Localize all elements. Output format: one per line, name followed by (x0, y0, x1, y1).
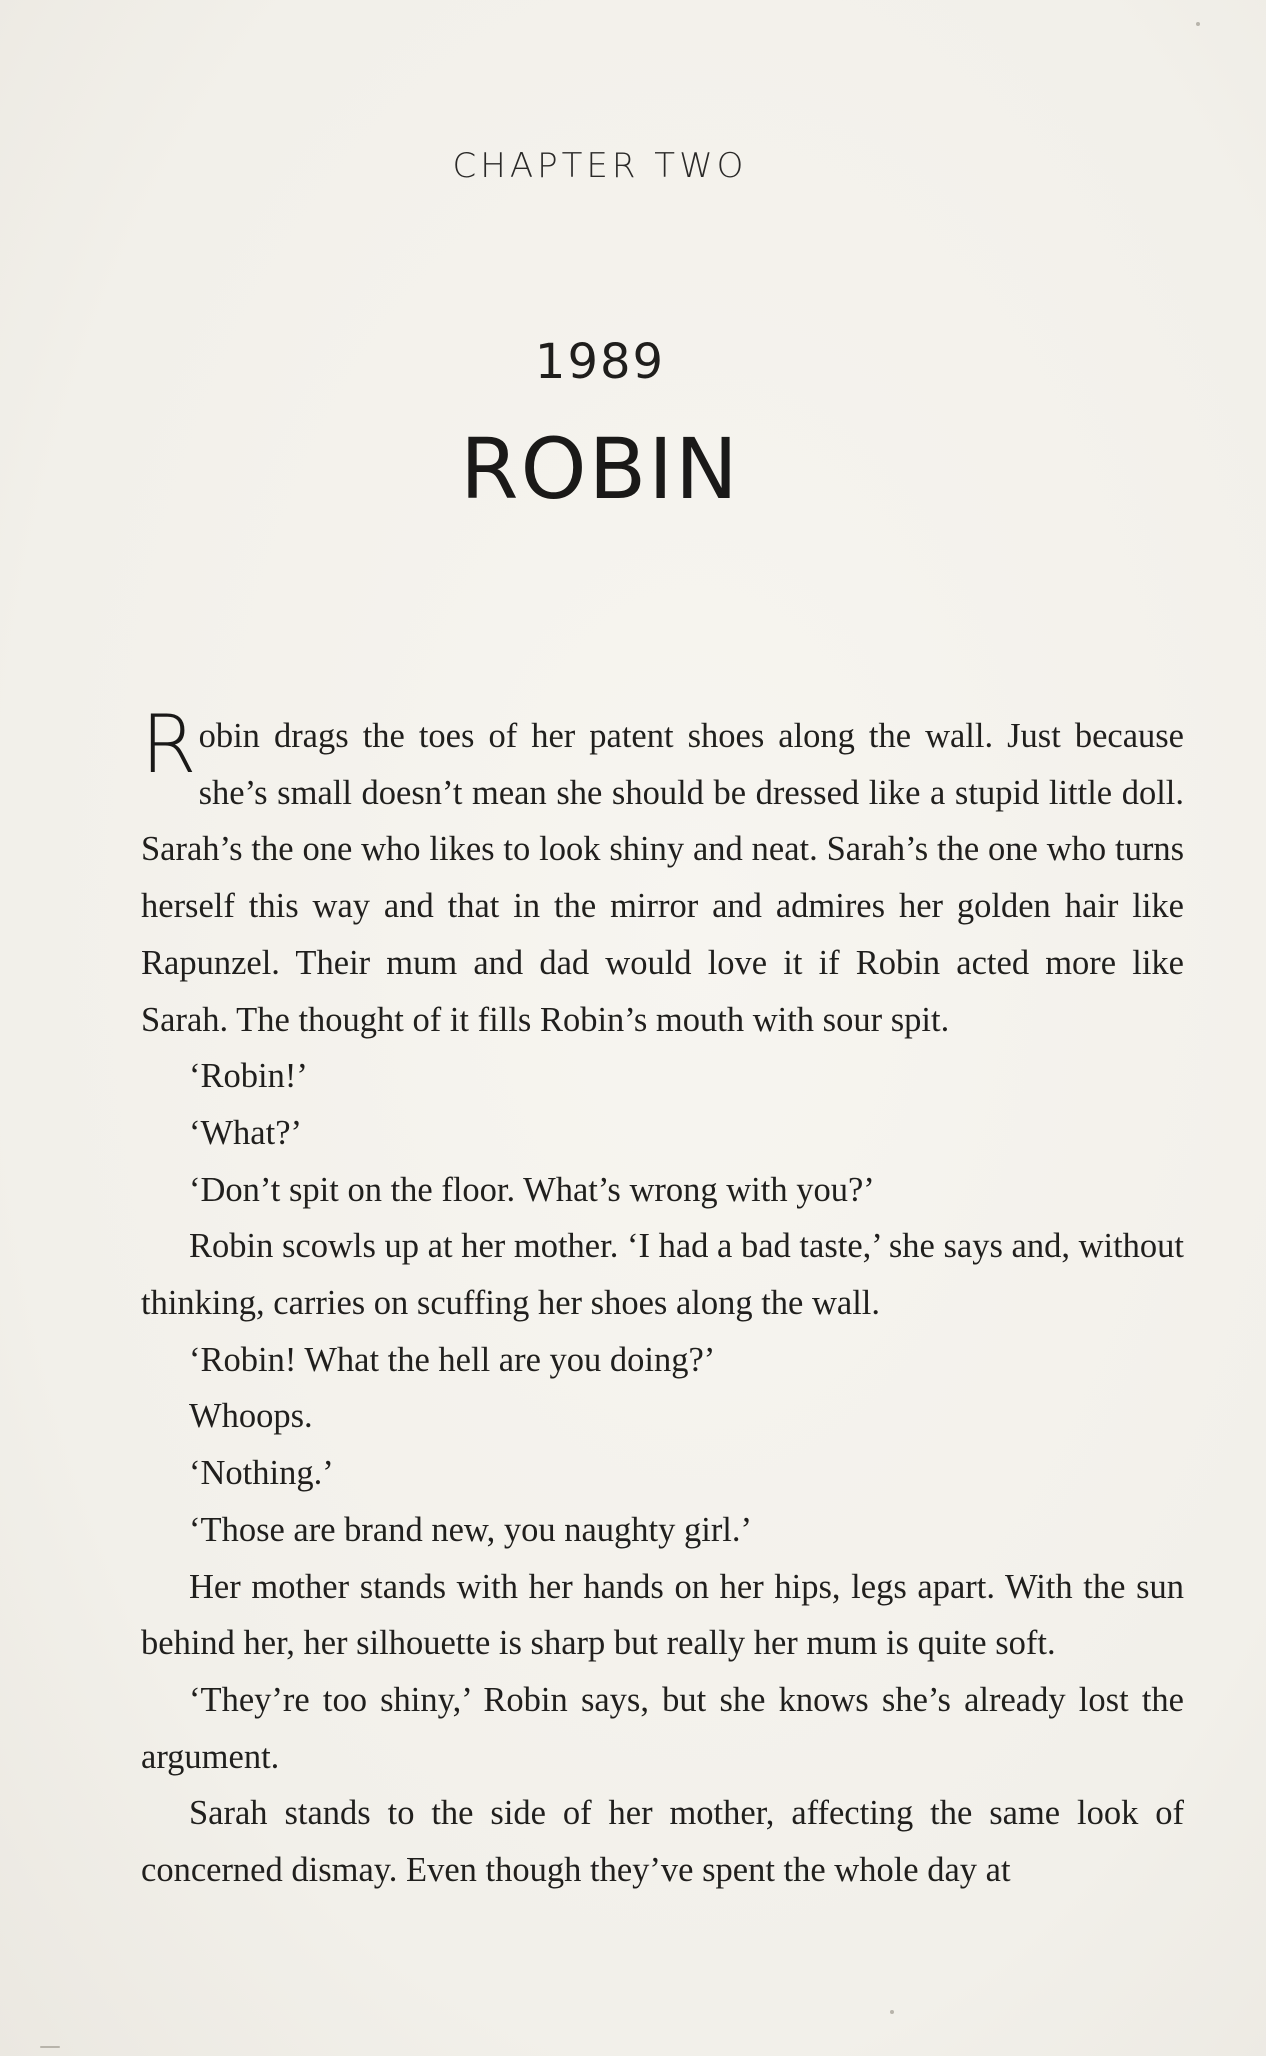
paragraph-9: ‘Those are brand new, you naughty girl.’ (189, 1510, 753, 1549)
paragraph-7: Whoops. (189, 1397, 313, 1436)
paragraph-4: ‘Don’t spit on the floor. What’s wrong with you?’ (189, 1170, 875, 1209)
paragraph-1 (141, 698, 1184, 1048)
chapter-label: CHAPTER TWO (452, 146, 748, 186)
paragraph-5: Robin scowls up at her mother. ‘I had a bad taste,’ she says and, without thinking, carries on scuffing her shoes along the wall. (141, 1227, 1184, 1323)
paragraph-12: Sarah stands to the side of her mother, affecting the same look of concerned dismay. Even though they’ve spent the whole day at (141, 1794, 1184, 1890)
chapter-title: ROBIN (460, 420, 740, 518)
paragraph-text: obin drags the toes of her patent shoes along the wall. Just because she’s small doesn’t mean she should be dressed like a stupid little doll. Sarah’s the one who likes to look shiny and neat. Sarah’s the one who turns herself this way and that in the mirror and admires her golden hair like Rapunzel. Their mum and dad would love it if Robin acted more like Sarah. The thought of it fills Robin’s mouth with sour spit. (141, 717, 1184, 1039)
chapter-year: 1989 (534, 334, 666, 390)
chapter-body (141, 698, 1184, 1899)
paragraph-8: ‘Nothing.’ (189, 1454, 334, 1493)
paragraph-2: ‘Robin!’ (189, 1057, 308, 1096)
paper-speck (40, 2046, 60, 2048)
paper-speck (890, 2010, 894, 2014)
paragraph-3: ‘What?’ (189, 1113, 303, 1152)
paragraph-11: ‘They’re too shiny,’ Robin says, but she knows she’s already lost the argument. (141, 1680, 1184, 1776)
paper-speck (1196, 22, 1200, 26)
paragraph-6: ‘Robin! What the hell are you doing?’ (189, 1340, 716, 1379)
paragraph-10: Her mother stands with her hands on her hips, legs apart. With the sun behind her, her silhouette is sharp but really her mum is quite soft. (141, 1567, 1184, 1663)
drop-cap: R (141, 698, 197, 791)
